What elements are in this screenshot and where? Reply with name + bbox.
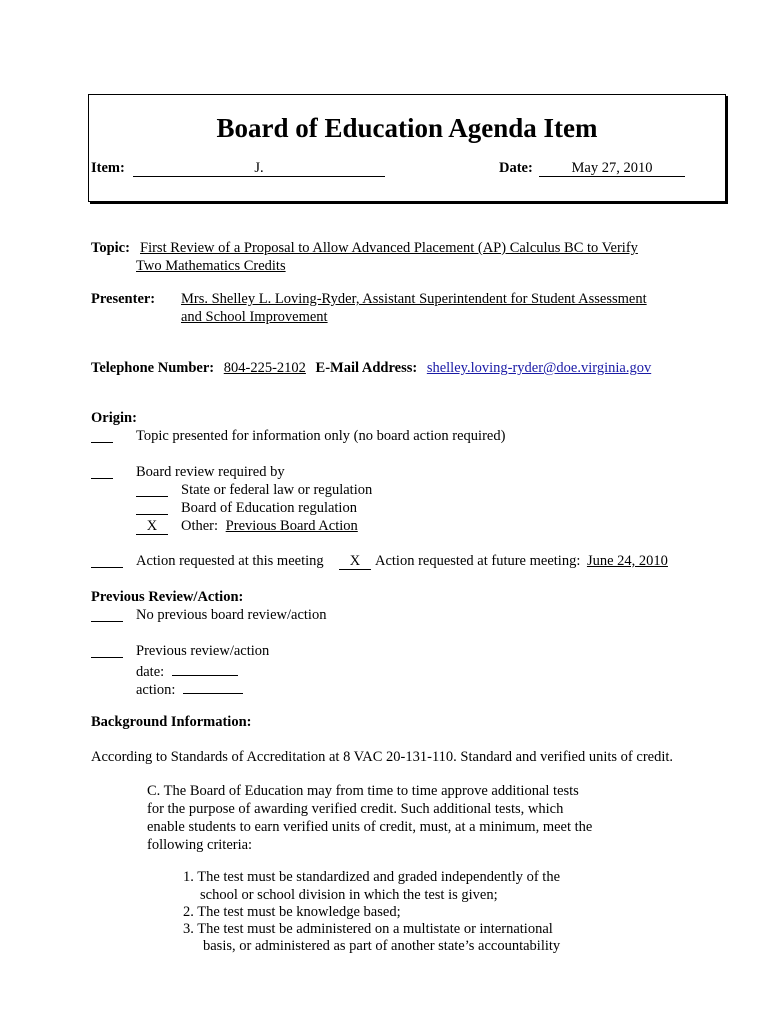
criteria-line: basis, or administered as part of another state’s accountability xyxy=(203,938,561,954)
page-title: Board of Education Agenda Item xyxy=(216,113,598,143)
board-review-text: Board review required by xyxy=(136,464,285,480)
contact-row xyxy=(91,359,651,377)
previous-review-blank xyxy=(91,642,123,663)
topic-label: Topic: xyxy=(91,240,130,256)
previous-review-text: Previous review/action xyxy=(136,643,270,659)
action-this-blank xyxy=(91,552,123,573)
criteria-line: 3. The test must be administered on a multistate or international xyxy=(183,921,553,937)
previous-date-label: date: xyxy=(136,664,165,680)
criteria-line: 2. The test must be knowledge based; xyxy=(183,904,401,920)
other-row xyxy=(181,517,358,535)
criteria-line: 1. The test must be standardized and graded independently of the xyxy=(183,869,561,885)
board-review-blank xyxy=(91,463,113,484)
item-value: J. xyxy=(133,161,385,177)
background-heading: Background Information: xyxy=(91,714,252,730)
future-mark-field xyxy=(339,552,371,570)
telephone-value: 804-225-2102 xyxy=(223,360,306,376)
future-check-mark: X xyxy=(339,554,371,570)
other-label: Other: xyxy=(181,518,219,534)
previous-heading: Previous Review/Action: xyxy=(91,589,244,605)
previous-action-blank xyxy=(183,678,243,694)
action-future-date: June 24, 2010 xyxy=(586,553,668,569)
previous-date-blank xyxy=(172,660,238,676)
action-future-row xyxy=(375,552,668,570)
presenter-line-2: and School Improvement xyxy=(181,309,328,325)
previous-action-row xyxy=(136,678,243,699)
date-field xyxy=(539,159,685,177)
info-only-blank xyxy=(91,427,113,448)
quote-line: following criteria: xyxy=(147,837,253,853)
date-label: Date: xyxy=(499,160,533,176)
date-value: May 27, 2010 xyxy=(539,161,685,177)
state-law-text: State or federal law or regulation xyxy=(181,482,373,498)
origin-heading: Origin: xyxy=(91,410,137,426)
other-value: Previous Board Action xyxy=(225,518,358,534)
background-intro: According to Standards of Accreditation at 8 VAC 20-131-110. Standard and verified units of credit. xyxy=(91,749,674,765)
criteria-line: school or school division in which the test is given; xyxy=(200,887,498,903)
no-previous-text: No previous board review/action xyxy=(136,607,327,623)
topic-line-2: Two Mathematics Credits xyxy=(136,258,286,274)
email-label: E-Mail Address: xyxy=(315,360,418,376)
topic-line-1: First Review of a Proposal to Allow Advanced Placement (AP) Calculus BC to Verify xyxy=(140,240,638,256)
boe-regulation-text: Board of Education regulation xyxy=(181,500,357,516)
quote-line: enable students to earn verified units of credit, must, at a minimum, meet the xyxy=(147,819,593,835)
presenter-label: Presenter: xyxy=(91,291,156,307)
other-check-mark: X xyxy=(136,519,168,535)
other-mark-field xyxy=(136,517,168,535)
item-label: Item: xyxy=(91,160,125,176)
info-only-text: Topic presented for information only (no board action required) xyxy=(136,428,506,444)
action-future-label: Action requested at future meeting: xyxy=(375,553,581,569)
agenda-header-box xyxy=(88,94,726,202)
item-field xyxy=(133,159,385,177)
action-this-meeting-text: Action requested at this meeting xyxy=(136,553,324,569)
previous-action-label: action: xyxy=(136,682,176,698)
email-link[interactable]: shelley.loving-ryder@doe.virginia.gov xyxy=(426,360,652,376)
presenter-line-1: Mrs. Shelley L. Loving-Ryder, Assistant Superintendent for Student Assessment xyxy=(181,291,647,307)
quote-line: C. The Board of Education may from time to time approve additional tests xyxy=(147,783,579,799)
telephone-label: Telephone Number: xyxy=(91,360,215,376)
no-previous-blank xyxy=(91,606,123,627)
quote-line: for the purpose of awarding verified credit. Such additional tests, which xyxy=(147,801,564,817)
